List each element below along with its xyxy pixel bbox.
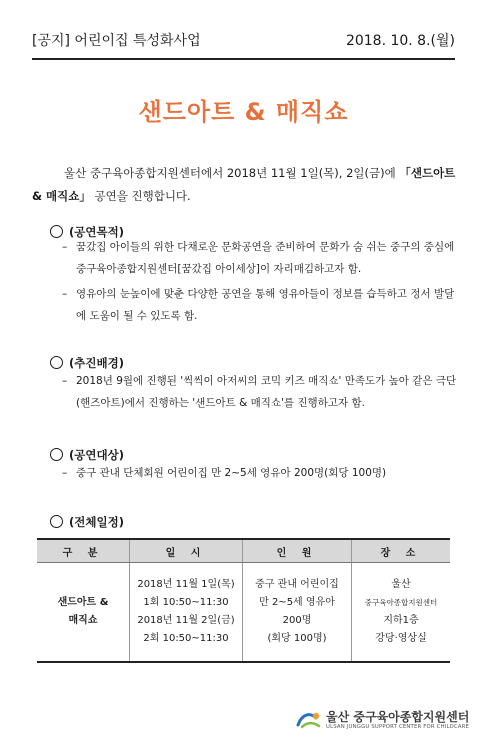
col-header-datetime: 일 시 [130,539,243,563]
header-divider [32,58,455,60]
background-item-1: – 2018년 9월에 진행된 '씩씩이 아저씨의 코믹 키즈 매직쇼' 만족도가 높아 같은 극단(핸즈아트)에서 진행하는 '샌드아트 & 매직쇼'를 진행하고자 함. [62,370,464,414]
section-heading-schedule: (전체일정) [50,514,124,530]
circle-bullet-icon [50,515,63,528]
dash-bullet-icon: – [62,467,68,479]
circle-bullet-icon [50,356,63,369]
dash-bullet-icon: – [62,241,68,253]
section-heading-target: (공연대상) [50,447,124,463]
center-footer [296,708,470,736]
purpose-item-1: – 꿈갔집 아이들의 위한 다채로운 문화공연을 준비하여 문화가 숨 쉬는 중구의 중심에 중구육아종합지원센터[꿈갔집 아이세상]이 자리매김하고자 함. [62,236,464,280]
col-header-people: 인 원 [243,539,352,563]
dash-bullet-icon: – [62,288,68,300]
target-item-1: – 중구 관내 단체회원 어린이집 만 2~5세 영유아 200명(회당 100명) [62,462,464,484]
intro-paragraph [32,162,460,208]
notice-label: [공지] 어린이집 특성화사업 [32,33,201,49]
table-header-row [37,539,450,563]
purpose-item-2: – 영유아의 눈높이에 맞춘 다양한 공연을 통해 영유아들이 정보를 습득하고 정서 발달에 도움이 될 수 있도록 함. [62,283,464,327]
intro-text-2: 공연을 진행합니다. [90,189,191,203]
cell-people: 중구 관내 어린이집 만 2~5세 영유아 200명 (회당 100명) [243,563,352,663]
circle-bullet-icon [50,448,63,461]
intro-highlight: 「샌드아트 & 매직쇼」 [32,166,456,203]
cell-datetime: 2018년 11월 1일(목) 1회 10:50~11:30 2018년 11월 2일(금) 2회 10:50~11:30 [130,563,243,663]
intro-text-1: 울산 중구육아종합지원센터에서 2018년 11월 1일(목), 2일(금)에 [64,166,400,180]
table-row [37,563,450,663]
notice-date: 2018. 10. 8.(월) [345,33,455,49]
cell-category: 샌드아트 & 매직쇼 [37,563,130,663]
dash-bullet-icon: – [62,375,68,387]
event-title: 샌드아트 & 매직쇼 [138,98,349,126]
col-header-place: 장 소 [352,539,451,563]
center-logo-icon [296,710,322,730]
col-header-category: 구 분 [37,539,130,563]
section-heading-purpose: (공연목적) [50,224,124,240]
schedule-table [37,538,450,663]
section-heading-background: (추진배경) [50,355,124,371]
notice-header [32,30,455,50]
center-english-name: ULSAN JUNGGU SUPPORT CENTER FOR CHILDCARE [326,724,470,730]
center-name: 울산 중구육아종합지원센터 [326,710,470,724]
cell-place: 울산 중구육아종합지원센터 지하1층 강당·영상실 [352,563,451,663]
